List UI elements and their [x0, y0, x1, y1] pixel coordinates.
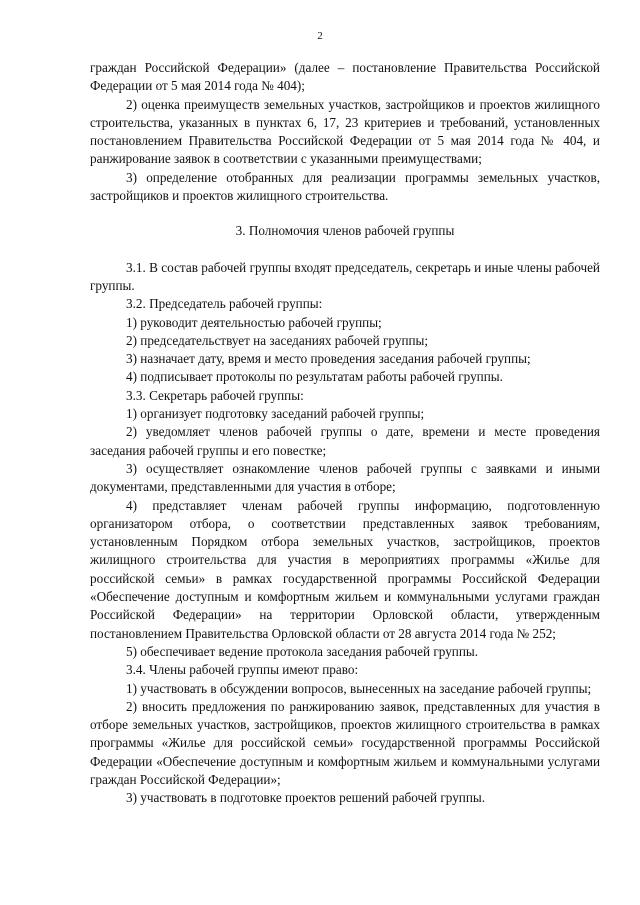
paragraph-3-3-item-2: 2) уведомляет членов рабочей группы о дате, времени и месте проведения заседания рабочей группы и его повестке;: [90, 424, 600, 458]
page-number: 2: [317, 30, 323, 42]
paragraph-3-2-item-4: 4) подписывает протоколы по результатам работы рабочей группы.: [126, 369, 503, 385]
paragraph-3-4-item-1: 1) участвовать в обсуждении вопросов, вынесенных на заседание рабочей группы;: [126, 680, 592, 696]
section-heading: 3. Полномочия членов рабочей группы: [235, 223, 455, 239]
paragraph-3-2-item-3: 3) назначает дату, время и место проведения заседания рабочей группы;: [126, 351, 531, 367]
document-body: [90, 59, 600, 808]
paragraph-3-3: 3.3. Секретарь рабочей группы:: [126, 387, 304, 403]
paragraph-3-3-item-3: 3) осуществляет ознакомление членов рабочей группы с заявками и иными документами, представленными для участия в отборе;: [90, 460, 600, 495]
paragraph-continuation: граждан Российской Федерации» (далее – постановление Правительства Российской Федерации от 5 мая 2014 года № 404);: [90, 60, 600, 94]
paragraph-3-4-item-2: 2) вносить предложения по ранжированию заявок, представленных для участия в отборе земельных участков, застройщиков, проектов жилищного строительства в рамках программы «Жилье для российской семьи» государственной программы Российской Федерации «Обеспечение доступным и комфортным жильем и коммунальными услугами граждан Российской Федерации»;: [90, 698, 600, 787]
paragraph-3-4: 3.4. Члены рабочей группы имеют право:: [126, 662, 359, 678]
paragraph-3-3-item-4: 4) представляет членам рабочей группы информацию, подготовленную организатором отбора, о соответствии представленных заявок требованиям, установленным Порядком отбора земельных участков, застройщиков, проектов жилищного строительства для участия в мероприятиях программы «Жилье для российской семьи» в рамках государственной программы Российской Федерации «Обеспечение доступным и комфортным жильем и коммунальными услугами граждан Российской Федерации» на территории Орловской области, утвержденным постановлением Правительства Орловской области от 28 августа 2014 года № 252;: [90, 497, 600, 641]
paragraph-3-3-item-5: 5) обеспечивает ведение протокола заседания рабочей группы.: [126, 643, 479, 659]
paragraph-item-2: 2) оценка преимуществ земельных участков, застройщиков и проектов жилищного строительства, указанных в пунктах 6, 17, 23 критериев и требований, установленных постановлением Правительства Российской Федерации от 5 мая 2014 года № 404, и ранжирование заявок в соответствии с указанными преимуществами;: [90, 96, 600, 167]
paragraph-item-3: 3) определение отобранных для реализации программы земельных участков, застройщиков и проектов жилищного строительства.: [90, 169, 600, 204]
paragraph-3-3-item-1: 1) организует подготовку заседаний рабочей группы;: [126, 406, 425, 422]
paragraph-3-2-item-1: 1) руководит деятельностью рабочей группы;: [126, 314, 382, 330]
paragraph-3-4-item-3: 3) участвовать в подготовке проектов решений рабочей группы.: [126, 790, 486, 806]
paragraph-3-1: 3.1. В состав рабочей группы входят председатель, секретарь и иные члены рабочей группы.: [90, 259, 600, 293]
paragraph-3-2: 3.2. Председатель рабочей группы:: [126, 296, 323, 312]
paragraph-3-2-item-2: 2) председательствует на заседаниях рабочей группы;: [126, 332, 429, 348]
